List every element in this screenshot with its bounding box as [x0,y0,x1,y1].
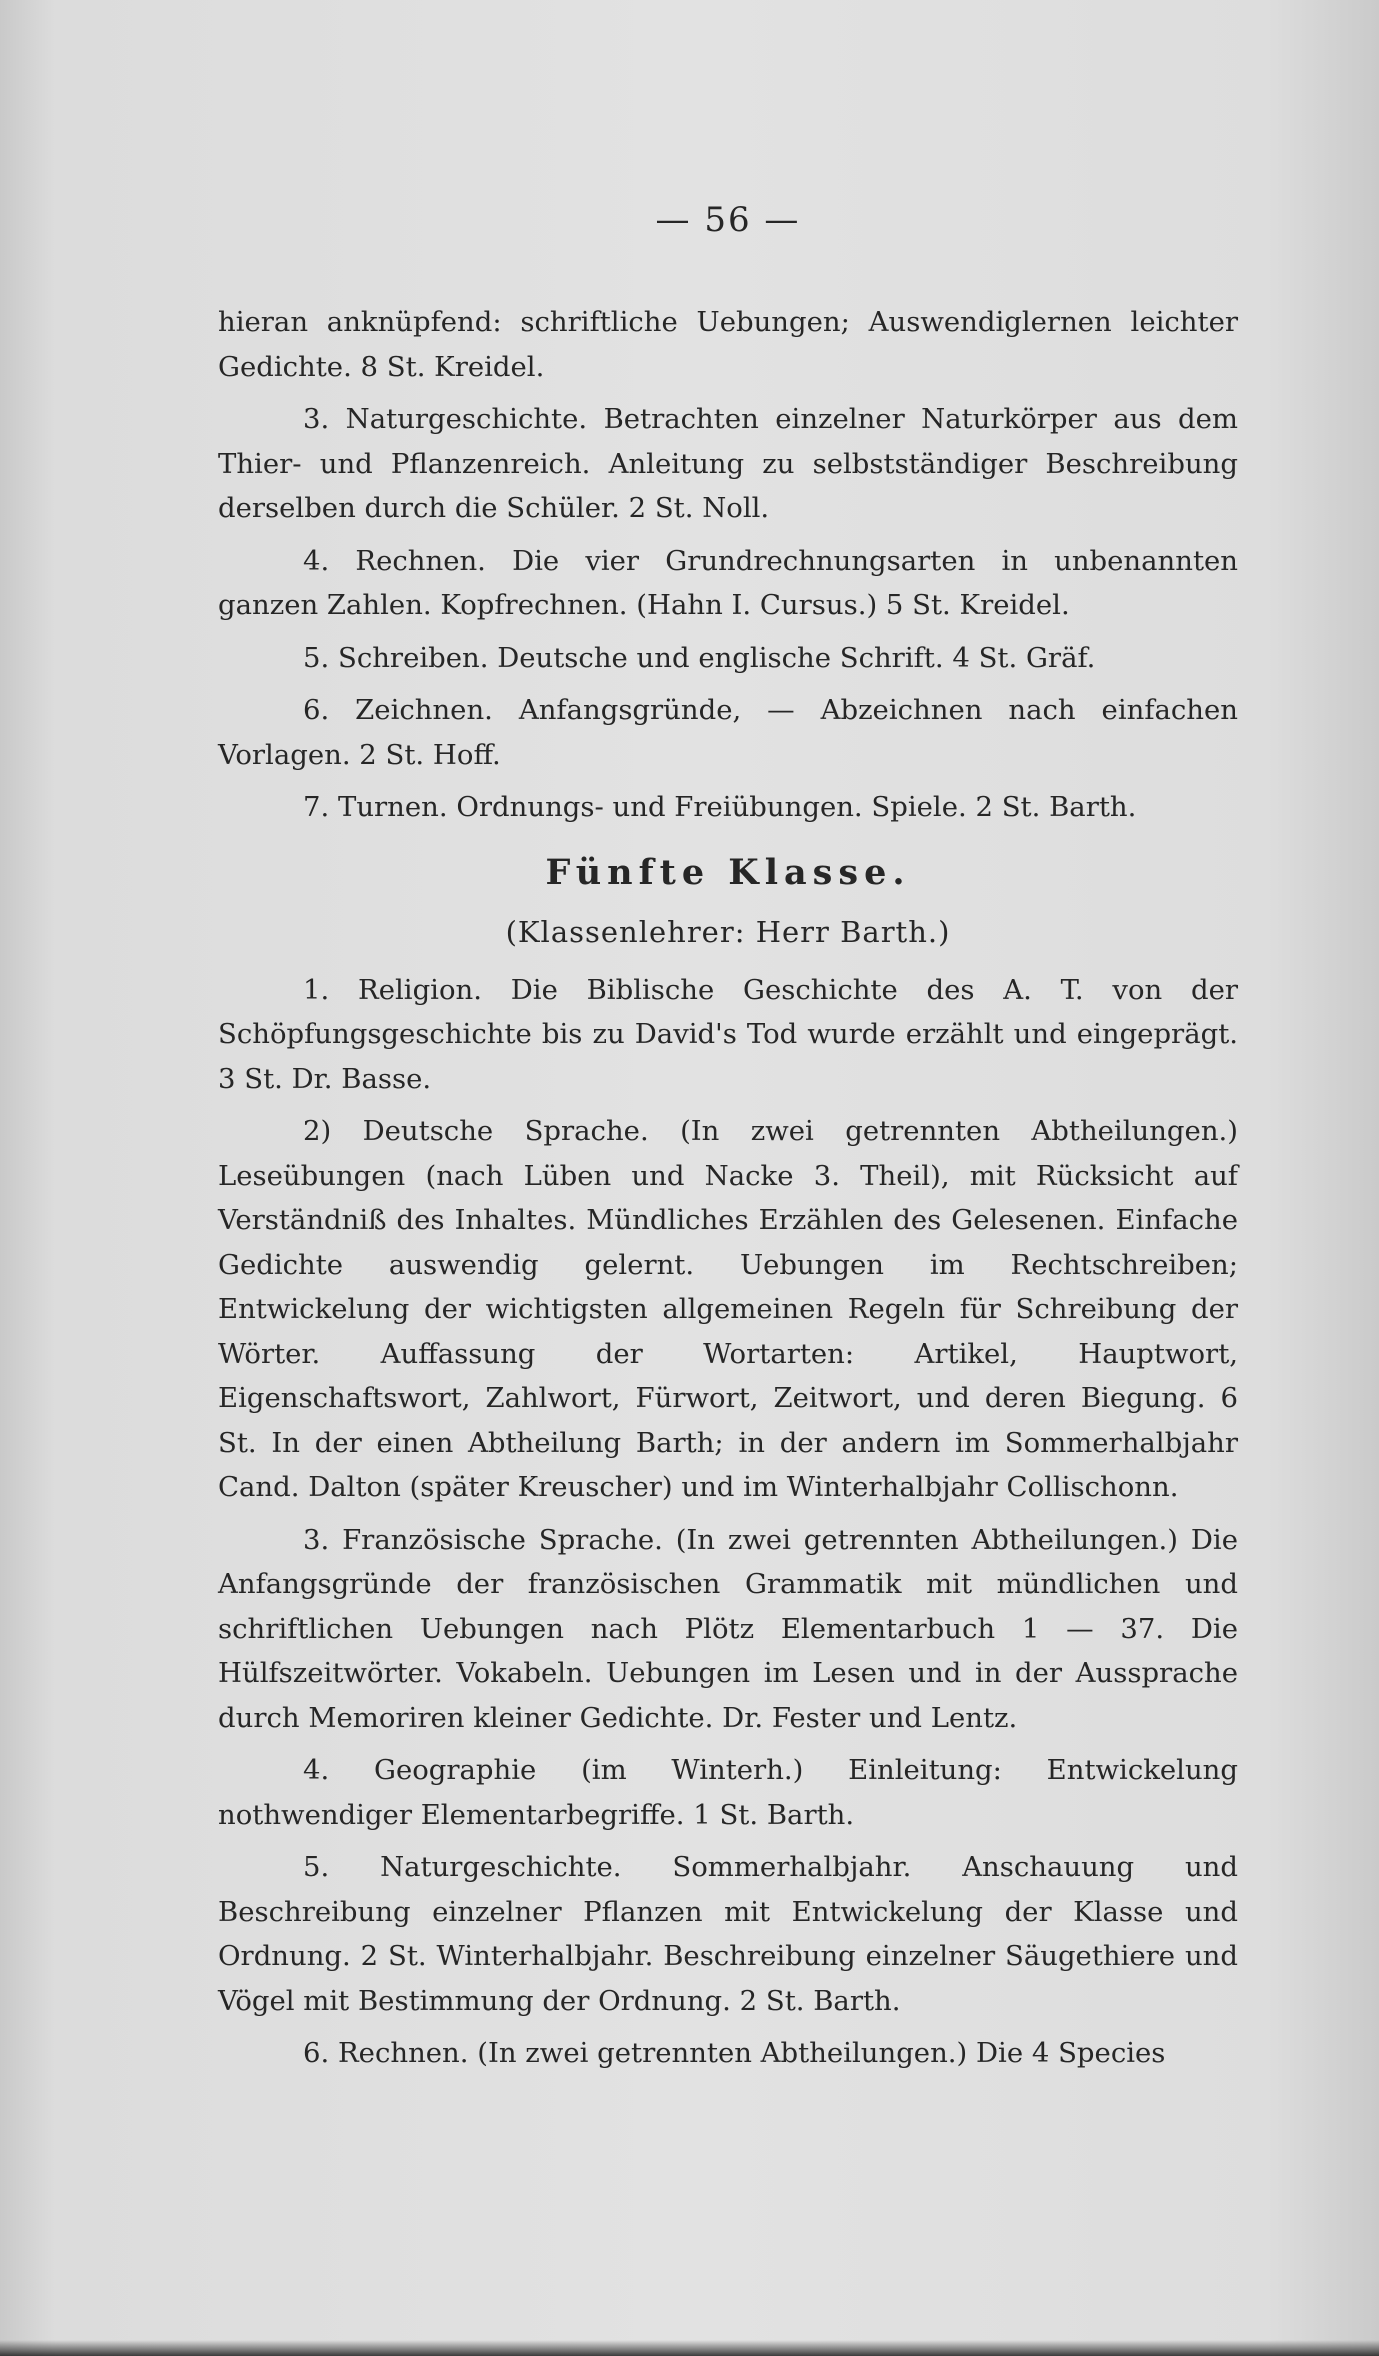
page-number: — 56 — [655,200,801,240]
paragraph-franzoesische-sprache: 3. Französische Sprache. (In zwei getrennten Abtheilungen.) Die Anfangsgründe der französischen Grammatik mit mündlichen und schriftlichen Uebungen nach Plötz Elementarbuch 1 — 37. Die Hülfszeitwörter. Vokabeln. Uebungen im Lesen und in der Aussprache durch Memoriren kleiner Gedichte. Dr. Fester und Lentz. [218,1523,1238,1734]
page-edge-shadow [0,2340,1379,2356]
paragraph-religion: 1. Religion. Die Biblische Geschichte des A. T. von der Schöpfungsgeschichte bis zu David's Tod wurde erzählt und eingeprägt. 3 St. Dr. Basse. [218,973,1238,1095]
page-text [218,190,1238,2084]
paragraph-geographie: 4. Geographie (im Winterh.) Einleitung: Entwickelung nothwendiger Elementarbegriffe. 1 St. Barth. [218,1754,1238,1831]
section-subtitle: (Klassenlehrer: Herr Barth.) [505,914,951,949]
paragraph-naturgeschichte: 3. Naturgeschichte. Betrachten einzelner Naturkörper aus dem Thier- und Pflanzenreich. Anleitung zu selbstständiger Beschreibung derselben durch die Schüler. 2 St. Noll. [218,403,1238,524]
paragraph-rechnen-fuenfte: 6. Rechnen. (In zwei getrennten Abtheilungen.) Die 4 Species [303,2037,1166,2069]
paragraph-turnen: 7. Turnen. Ordnungs- und Freiübungen. Spiele. 2 St. Barth. [303,791,1137,823]
paragraph-schreiben: 5. Schreiben. Deutsche und englische Schrift. 4 St. Gräf. [303,641,1096,674]
paragraph-deutsche-sprache: 2) Deutsche Sprache. (In zwei getrennten Abtheilungen.) Leseübungen (nach Lüben und Nacke 3. Theil), mit Rücksicht auf Verständniß des Inhaltes. Mündliches Erzählen des Gelesenen. Einfache Gedichte auswendig gelernt. Uebungen im Rechtschreiben; Entwickelung der wichtigsten allgemeinen Regeln für Schreibung der Wörter. Auffassung der Wortarten: Artikel, Hauptwort, Eigenschaftswort, Zahlwort, Fürwort, Zeitwort, und deren Biegung. 6 St. In der einen Abtheilung Barth; in der andern im Sommerhalbjahr Cand. Dalton (später Kreuscher) und im Winterhalbjahr Collischonn. [218,1115,1238,1503]
paragraph-zeichnen: 6. Zeichnen. Anfangsgründe, — Abzeichnen nach einfachen Vorlagen. 2 St. Hoff. [218,694,1238,771]
paragraph-continuation: hieran anknüpfend: schriftliche Uebungen; Auswendiglernen leichter Gedichte. 8 St. Kreidel. [218,306,1238,383]
paragraph-naturgeschichte-fuenfte: 5. Naturgeschichte. Sommerhalbjahr. Anschauung und Beschreibung einzelner Pflanzen mit Entwickelung der Klasse und Ordnung. 2 St. Winterhalbjahr. Beschreibung einzelner Säugethiere und Vögel mit Bestimmung der Ordnung. 2 St. Barth. [218,1851,1238,2017]
section-title: Fünfte Klasse. [545,851,911,893]
paragraph-rechnen: 4. Rechnen. Die vier Grundrechnungsarten in unbenannten ganzen Zahlen. Kopfrechnen. (Hahn I. Cursus.) 5 St. Kreidel. [218,544,1238,621]
